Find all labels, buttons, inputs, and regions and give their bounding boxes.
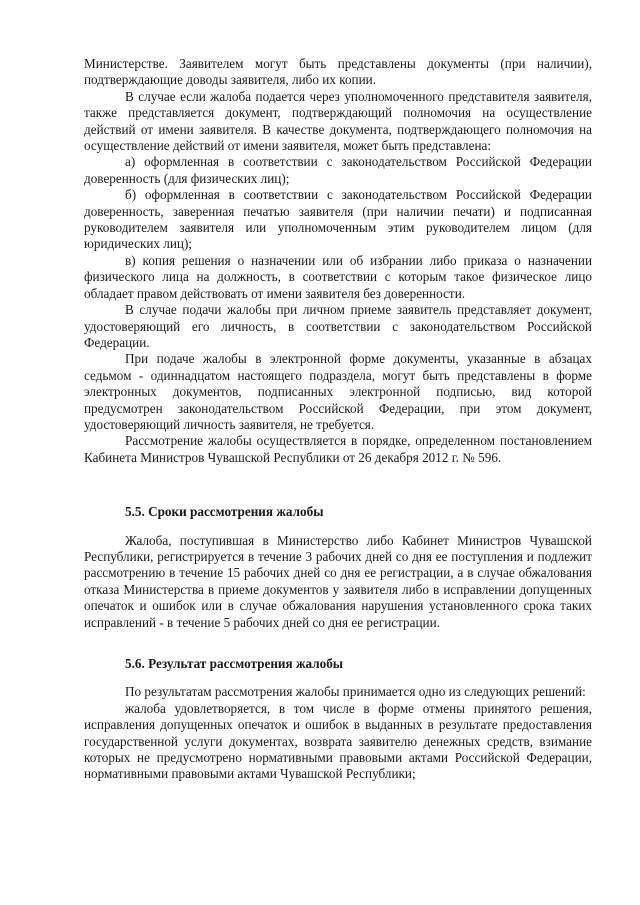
paragraph-electronic-form: При подаче жалобы в электронной форме документы, указанные в абзацах седьмом - одиннадцатом настоящего подраздела, могут быть представлены в форме электронных документов, подписанных электронной подписью, вид которой предусмотрен законодательством Российской Федерации, при этом документ, удостоверяющий личность заявителя, не требуется.	[84, 351, 592, 432]
paragraph-review-procedure: Рассмотрение жалобы осуществляется в порядке, определенном постановлением Кабинета Министров Чувашской Республики от 26 декабря 2012 г. № 596.	[84, 433, 592, 465]
section-spacer	[84, 631, 592, 656]
paragraph-review-terms: Жалоба, поступившая в Министерство либо Кабинет Министров Чувашской Республики, регистрируется в течение 3 рабочих дней со дня ее поступления и подлежит рассмотрению в течение 15 рабочих дней со дня ее регистрации, а в случае обжалования отказа Министерства в приеме документов у заявителя либо в исправлении допущенных опечаток и ошибок или в случае обжалования нарушения установленного срока таких исправлений - в течение 5 рабочих дней со дня ее регистрации.	[84, 532, 592, 630]
section-spacer	[84, 466, 592, 504]
list-item-b: б) оформленная в соответствии с законодательством Российской Федерации доверенность, заверенная печатью заявителя (при наличии печати) и подписанная руководителем заявителя или уполномоченным этим руководителем лицом (для юридических лиц);	[84, 187, 592, 252]
list-item-c: в) копия решения о назначении или об избрании либо приказа о назначении физического лица на должность, в соответствии с которым такое физическое лицо обладает правом действовать от имени заявителя без доверенности.	[84, 252, 592, 301]
list-item-a: а) оформленная в соответствии с законодательством Российской Федерации доверенность (для физических лиц);	[84, 154, 592, 186]
paragraph-representative: В случае если жалоба подается через уполномоченного представителя заявителя, также представляется документ, подтверждающий полномочия на осуществление действий от имени заявителя. В качестве документа, подтверждающего полномочия на осуществление действий от имени заявителя, может быть представлена:	[84, 88, 592, 154]
paragraph-complaint-satisfied: жалоба удовлетворяется, в том числе в форме отмены принятого решения, исправления допущенных опечаток и ошибок в выданных в результате предоставления государственной услуги документах, возврата заявителю денежных средств, взимание которых не предусмотрено нормативными правовыми актами Российской Федерации, нормативными правовыми актами Чувашской Республики;	[84, 700, 592, 782]
heading-spacer	[84, 521, 592, 533]
section-heading-5-5: 5.5. Сроки рассмотрения жалобы	[125, 504, 324, 520]
paragraph-review-result-intro: По результатам рассмотрения жалобы принимается одно из следующих решений:	[125, 684, 586, 700]
paragraph-documents-continued: Министерстве. Заявителем могут быть представлены документы (при наличии), подтверждающие доводы заявителя, либо их копии.	[84, 56, 592, 88]
heading-spacer	[84, 672, 592, 684]
paragraph-personal-reception: В случае подачи жалобы при личном приеме заявитель представляет документ, удостоверяющий его личность, в соответствии с законодательством Российской Федерации.	[84, 302, 592, 350]
section-heading-5-6: 5.6. Результат рассмотрения жалобы	[125, 656, 344, 671]
